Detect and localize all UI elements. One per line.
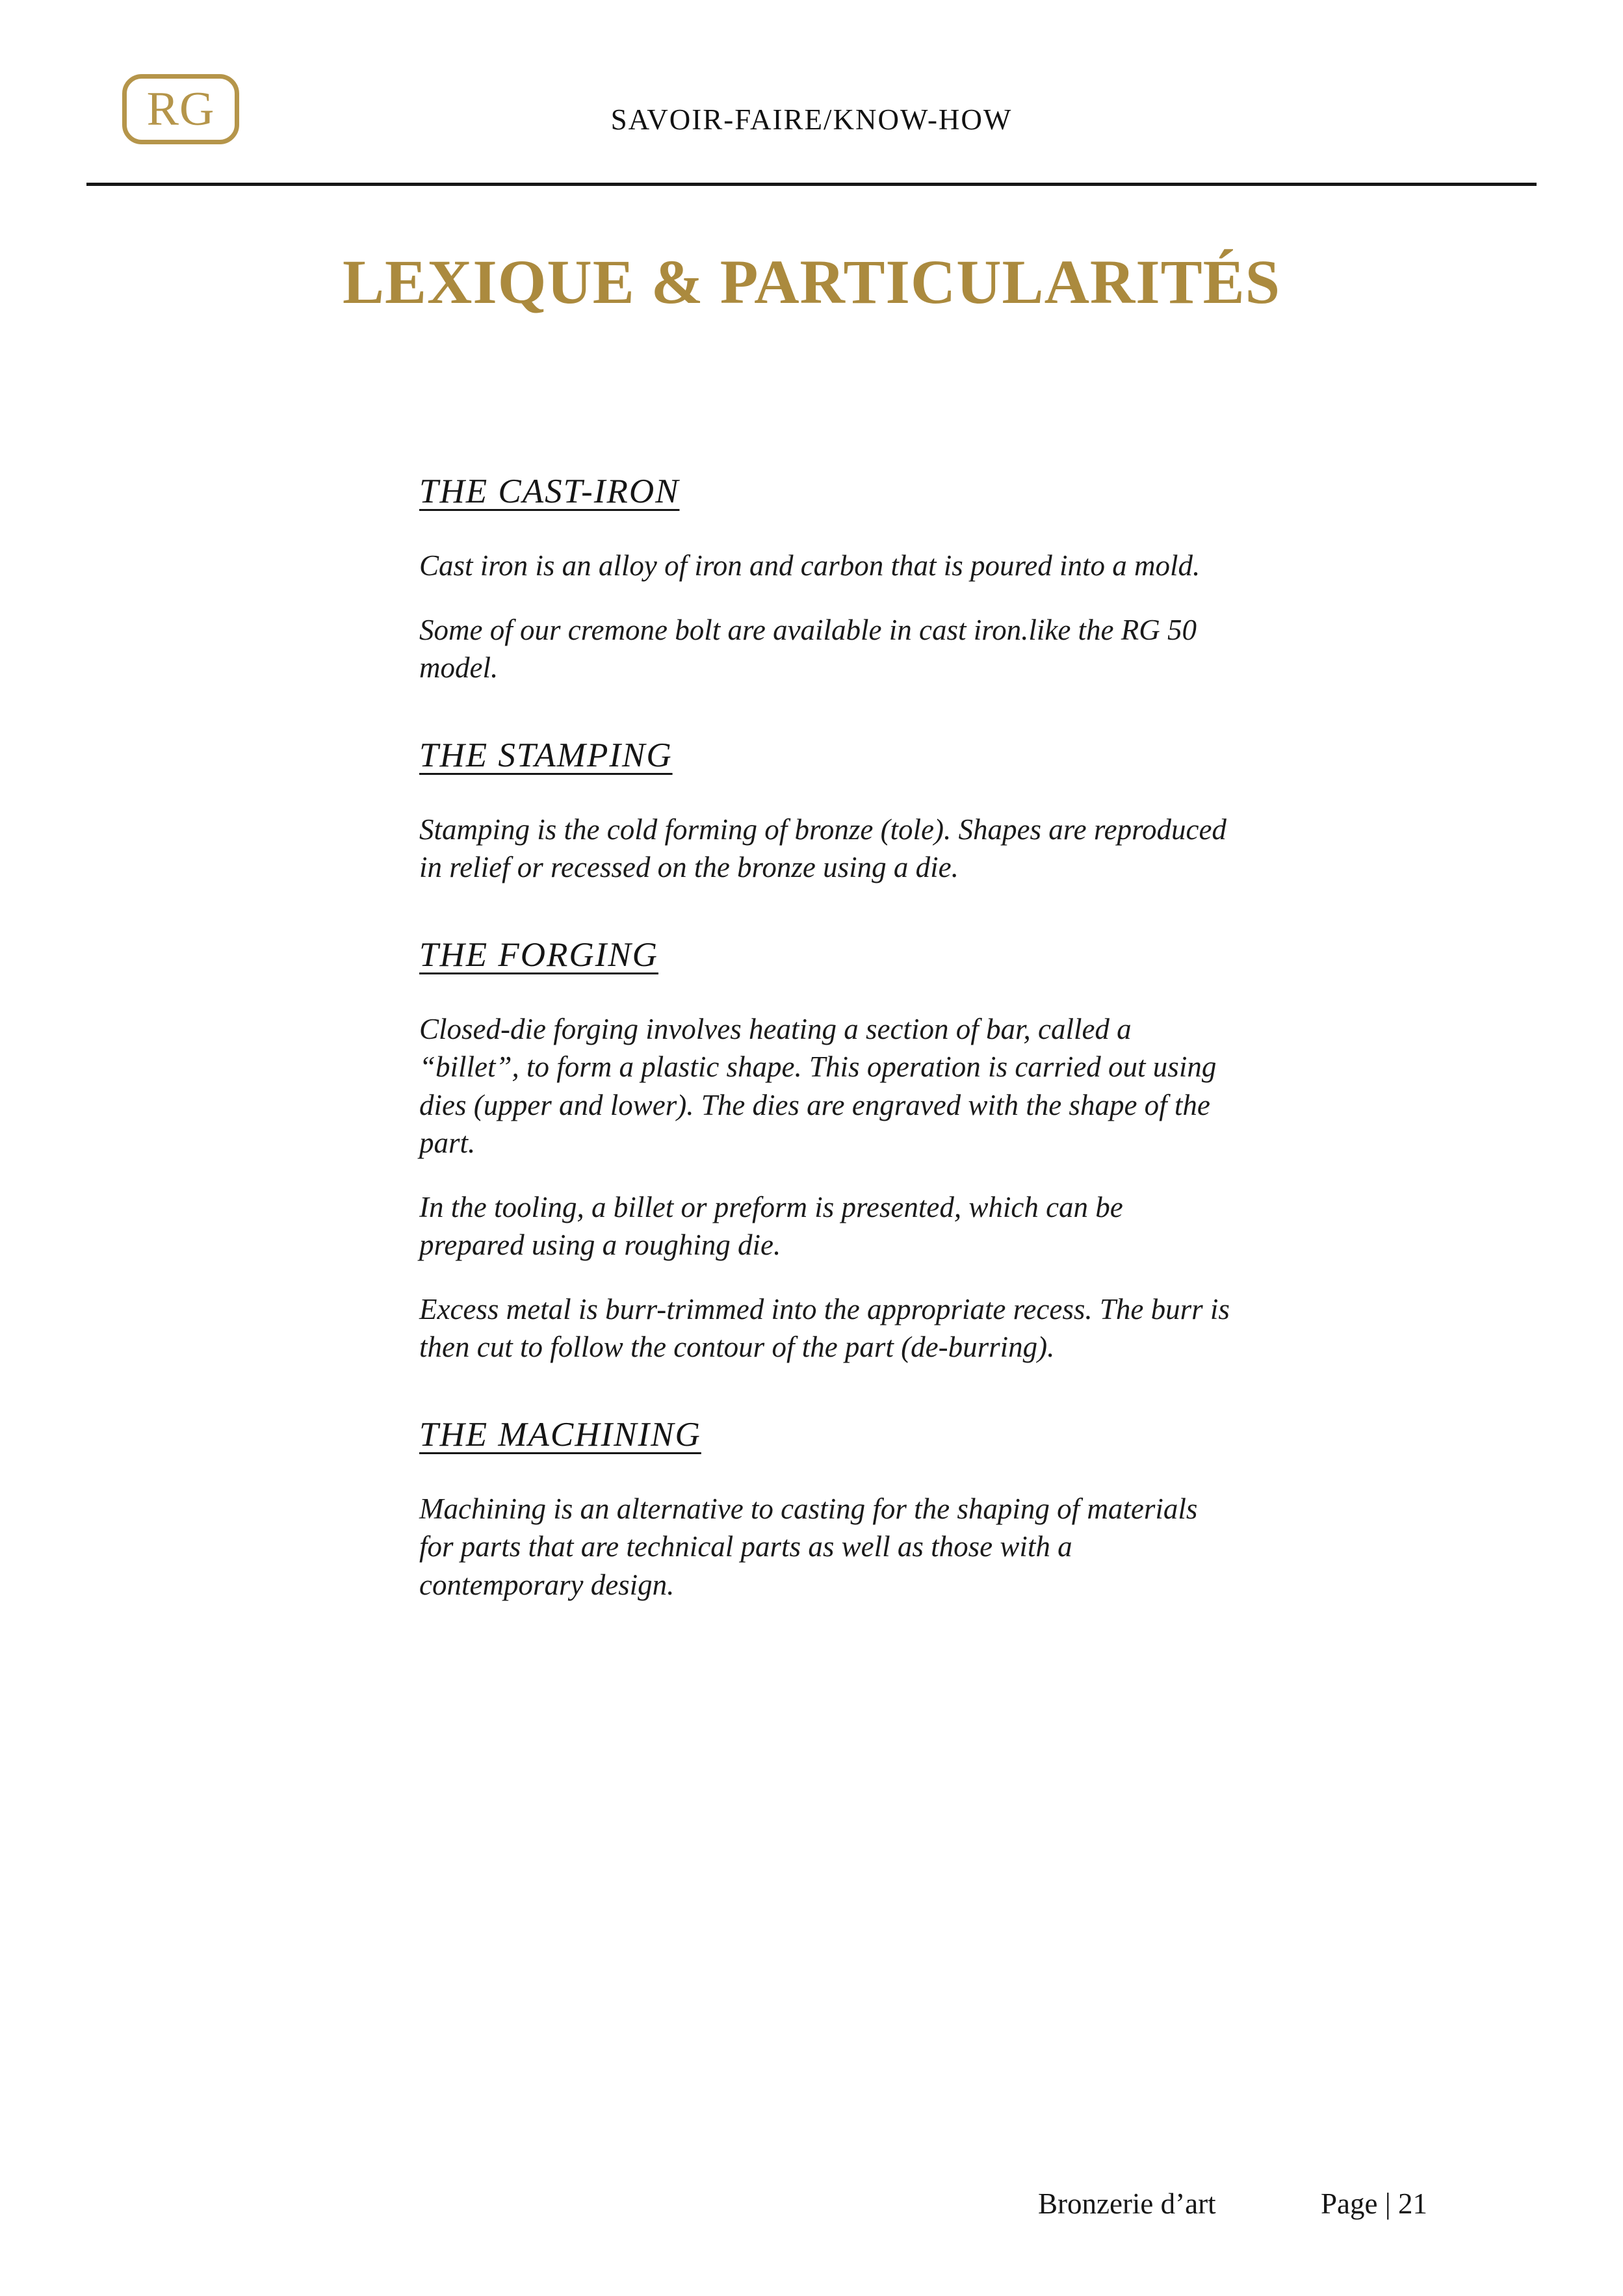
section-machining [419,1415,1232,1604]
paragraph: Excess metal is burr-trimmed into the appropriate recess. The burr is then cut to follow the contour of the part (de-burring). [419,1292,1230,1363]
footer-page-number: Page | 21 [1321,2187,1427,2220]
paragraph: Closed-die forging involves heating a section of bar, called a “billet”, to form a plastic shape. This operation is carried out using dies (upper and lower). The dies are engraved with the shape of the part. [419,1012,1217,1159]
section-heading: THE CAST-IRON [419,473,680,510]
section-stamping [419,736,1232,887]
rg-logo-text: RG [146,83,215,136]
header-title: SAVOIR-FAIRE/KNOW-HOW [610,103,1013,136]
page-title: LEXIQUE & PARTICULARITÉS [342,247,1281,317]
paragraph: Cast iron is an alloy of iron and carbon that is poured into a mold. [419,549,1201,582]
section-forging [419,935,1232,1366]
footer-brand: Bronzerie d’art [1038,2187,1216,2220]
paragraph: Stamping is the cold forming of bronze (tole). Shapes are reproduced in relief or recessed on the bronze using a die. [419,813,1227,883]
section-heading: THE STAMPING [419,736,673,774]
section-heading: THE FORGING [419,935,658,974]
section-heading: THE MACHINING [419,1415,701,1454]
paragraph: In the tooling, a billet or preform is presented, which can be prepared using a roughing die. [419,1190,1123,1261]
paragraph: Machining is an alternative to casting for the shaping of materials for parts that are technical parts as well as those with a contemporary design. [419,1492,1198,1601]
header-divider [86,183,1537,186]
section-cast-iron [419,472,1232,687]
paragraph: Some of our cremone bolt are available in cast iron.like the RG 50 model. [419,613,1197,684]
content-column [419,472,1232,1630]
